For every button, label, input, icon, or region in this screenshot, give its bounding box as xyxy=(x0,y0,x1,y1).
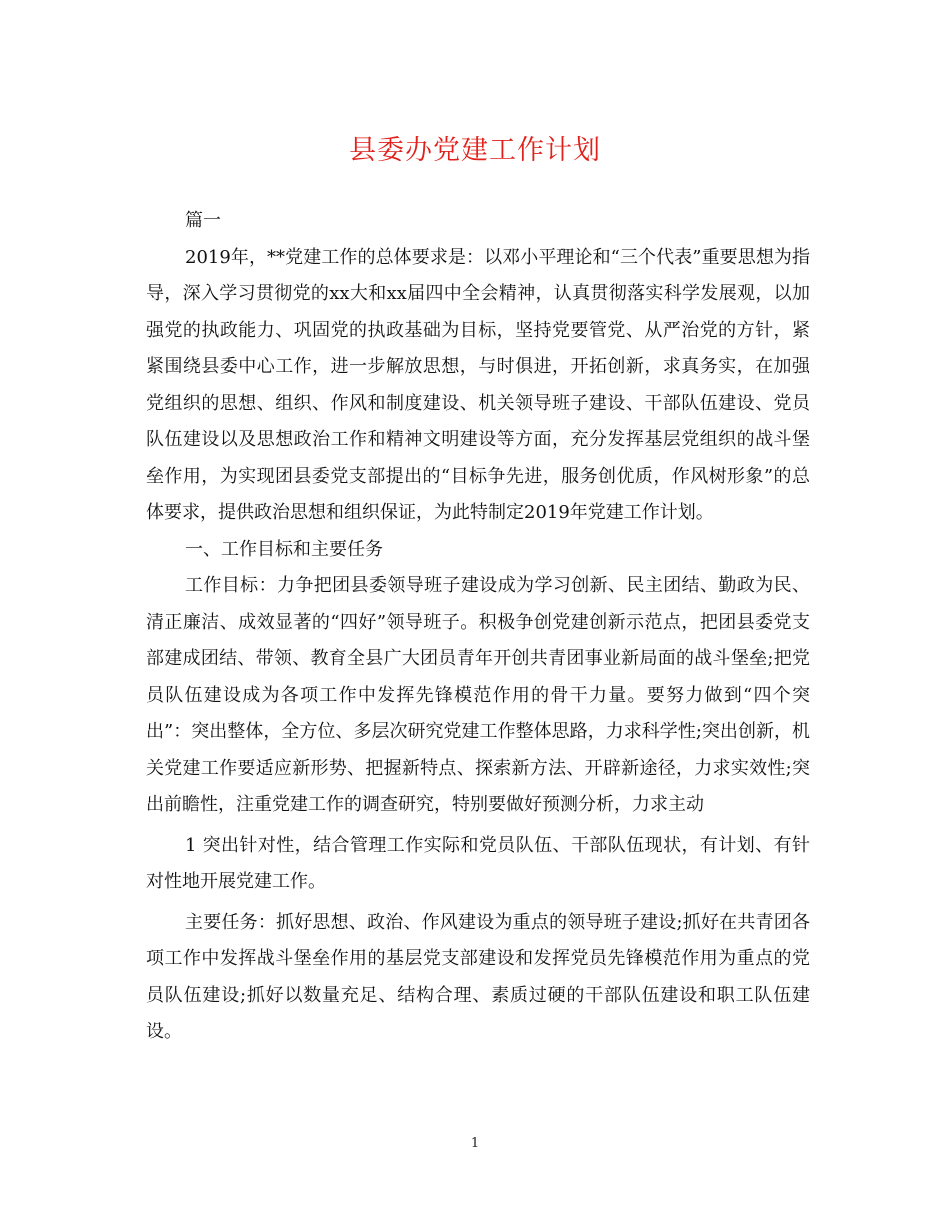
paragraph-main-tasks: 主要任务：抓好思想、政治、作风建设为重点的领导班子建设;抓好在共青团各项工作中发挥战斗堡垒作用的基层党支部建设和发挥党员先锋模范作用为重点的党员队伍建设;抓好以数量充足、结构合理、素质过硬的干部队伍建设和职工队伍建设。 xyxy=(146,911,810,1042)
paragraph-targeted-work: 1 突出针对性，结合管理工作实际和党员队伍、干部队伍现状，有计划、有针对性地开展党建工作。 xyxy=(146,834,810,892)
paragraph-overall-requirements: 2019年，**党建工作的总体要求是：以邓小平理论和“三个代表”重要思想为指导，深入学习贯彻党的xx大和xx届四中全会精神，认真贯彻落实科学发展观，以加强党的执政能力、巩固党的执政基础为目标，坚持党要管党、从严治党的方针，紧紧围绕县委中心工作，进一步解放思想，与时俱进，开拓创新，求真务实，在加强党组织的思想、组织、作风和制度建设、机关领导班子建设、干部队伍建设、党员队伍建设以及思想政治工作和精神文明建设等方面，充分发挥基层党组织的战斗堡垒作用，为实现团县委党支部提出的“目标争先进，服务创优质，作风树形象”的总体要求，提供政治思想和组织保证，为此特制定2019年党建工作计划。 xyxy=(146,246,810,523)
document-body xyxy=(146,203,810,1051)
section-heading-pian-yi: 篇一 xyxy=(185,210,221,231)
page-number: 1 xyxy=(470,1136,480,1151)
section-heading-goals-and-tasks: 一、工作目标和主要任务 xyxy=(185,538,383,560)
document-title: 县委办党建工作计划 xyxy=(349,135,601,166)
paragraph-work-goals: 工作目标：力争把团县委领导班子建设成为学习创新、民主团结、勤政为民、清正廉洁、成效显著的“四好”领导班子。积极争创党建创新示范点，把团县委党支部建成团结、带领、教育全县广大团员青年开创共青团事业新局面的战斗堡垒;把党员队伍建设成为各项工作中发挥先锋模范作用的骨干力量。要努力做到“四个突出”：突出整体，全方位、多层次研究党建工作整体思路，力求科学性;突出创新，机关党建工作要适应新形势、把握新特点、探索新方法、开辟新途径，力求实效性;突出前瞻性，注重党建工作的调查研究，特别要做好预测分析，力求主动 xyxy=(146,575,810,815)
